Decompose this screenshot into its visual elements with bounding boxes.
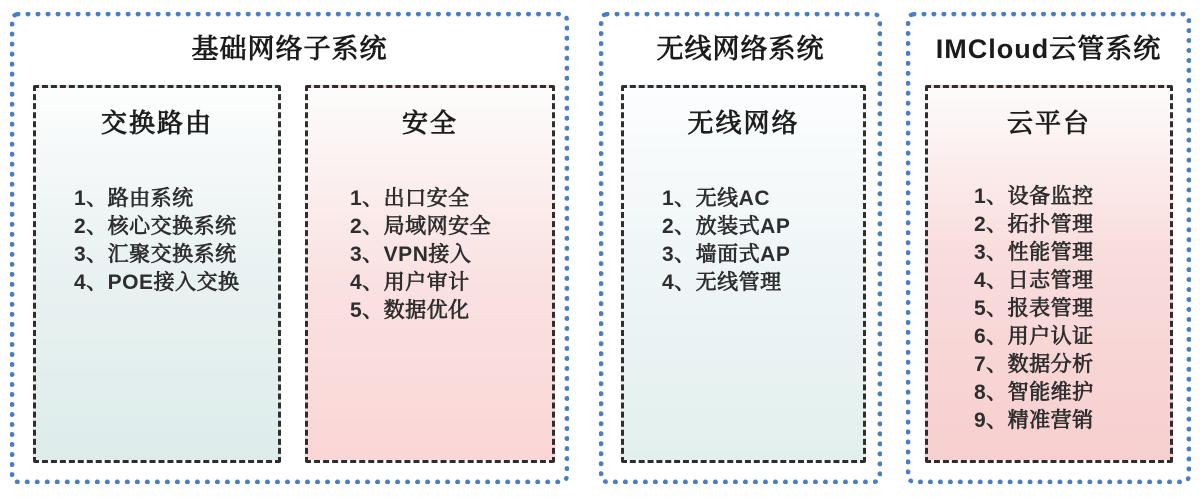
list-item: 2、核心交换系统 (74, 215, 237, 238)
panel-switching-routing (33, 85, 281, 463)
security-item-list (308, 185, 552, 325)
panel-title-security: 安全 (401, 108, 458, 138)
list-item: 2、拓扑管理 (974, 213, 1094, 236)
list-item: 3、性能管理 (974, 241, 1094, 264)
list-item: 4、无线管理 (662, 271, 782, 294)
switching-routing-item-list (36, 185, 278, 297)
list-item: 5、数据优化 (350, 299, 470, 322)
list-item: 1、出口安全 (350, 187, 470, 210)
list-item: 7、数据分析 (974, 353, 1094, 376)
list-item: 3、墙面式AP (662, 243, 791, 266)
list-item: 4、用户审计 (350, 271, 470, 294)
panel-title-switching-routing: 交换路由 (100, 108, 213, 138)
list-item: 4、POE接入交换 (74, 271, 240, 294)
panel-security (305, 85, 555, 463)
group-title-basic-network: 基础网络子系统 (191, 34, 388, 64)
list-item: 1、无线AC (662, 187, 771, 210)
list-item: 2、局域网安全 (350, 215, 492, 238)
list-item: 4、日志管理 (974, 269, 1094, 292)
list-item: 1、设备监控 (974, 185, 1094, 208)
group-title-wireless-network: 无线网络系统 (656, 34, 825, 64)
group-basic-network-subsystem (10, 12, 569, 484)
list-item: 5、报表管理 (974, 297, 1094, 320)
cloud-platform-item-list (928, 183, 1170, 435)
wireless-item-list (624, 185, 863, 297)
panel-title-cloud-platform: 云平台 (1006, 108, 1091, 138)
panel-title-wireless-network: 无线网络 (687, 108, 800, 138)
list-item: 6、用户认证 (974, 325, 1094, 348)
list-item: 3、VPN接入 (350, 243, 472, 266)
group-title-imcloud: IMCloud云管系统 (935, 34, 1162, 64)
list-item: 9、精准营销 (974, 409, 1094, 432)
panel-wireless-network (621, 85, 866, 463)
group-wireless-network-system (599, 12, 882, 484)
list-item: 2、放装式AP (662, 215, 791, 238)
group-imcloud-management-system (906, 12, 1191, 484)
list-item: 1、路由系统 (74, 187, 194, 210)
panel-cloud-platform (925, 85, 1173, 463)
list-item: 3、汇聚交换系统 (74, 243, 237, 266)
list-item: 8、智能维护 (974, 381, 1094, 404)
